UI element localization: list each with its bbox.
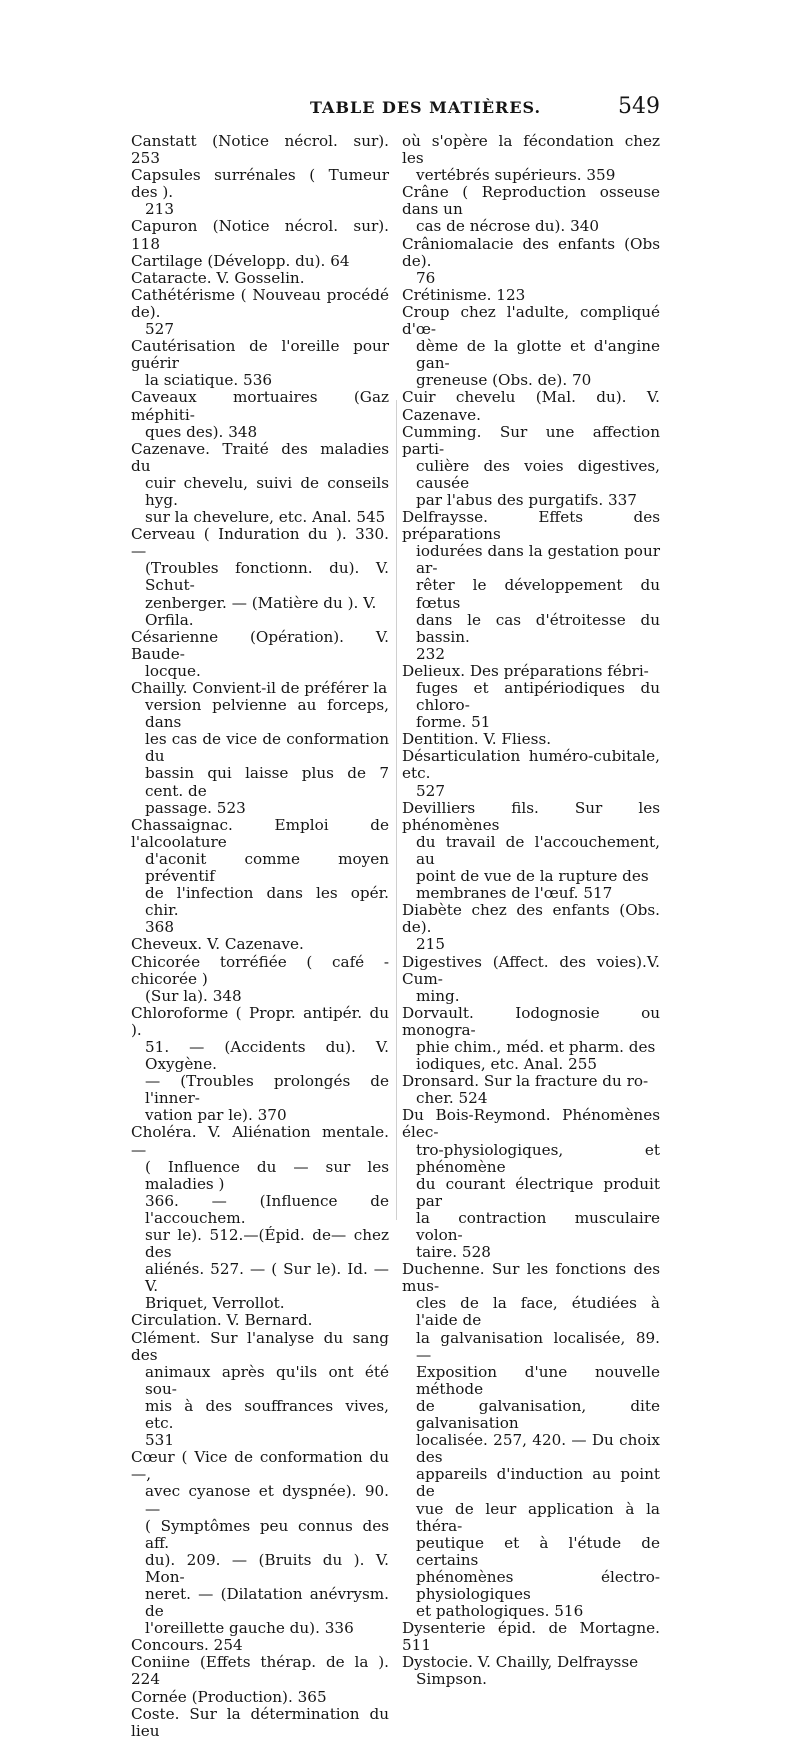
- index-entry: [402, 800, 660, 903]
- index-entry: [402, 1073, 660, 1107]
- entry-line: Delieux. Des préparations fébri-: [402, 661, 649, 680]
- entry-line: la contraction musculaire volon-: [416, 1208, 660, 1244]
- entry-line: tro-physiologiques, et phénomène: [416, 1140, 660, 1176]
- entry-line: ming.: [416, 986, 460, 1005]
- index-entry: [402, 424, 660, 509]
- index-entry: [131, 1654, 389, 1688]
- index-entry: [402, 1005, 660, 1073]
- index-entry: [131, 389, 389, 440]
- entry-line: Canstatt (Notice nécrol. sur). 253: [131, 132, 389, 168]
- entry-line: localisée. 257, 420. — Du choix des: [416, 1431, 660, 1467]
- entry-line: Du Bois-Reymond. Phénomènes élec-: [402, 1106, 660, 1142]
- entry-line: version pelvienne au forceps, dans: [145, 696, 389, 732]
- entry-line: Simpson.: [416, 1670, 487, 1689]
- entry-line: point de vue de la rupture des: [416, 867, 649, 886]
- index-entry: [402, 1654, 660, 1688]
- entry-line: 76: [416, 268, 436, 287]
- entry-line: vation par le). 370: [145, 1106, 287, 1125]
- entry-line: Dorvault. Iodognosie ou monogra-: [402, 1003, 660, 1039]
- entry-line: Croup chez l'adulte, compliqué d'œ-: [402, 302, 660, 339]
- index-entry: [402, 133, 660, 184]
- entry-line: 531: [145, 1431, 174, 1450]
- entry-line: Coste. Sur la détermination du lieu: [131, 1704, 389, 1740]
- index-entry: [402, 287, 660, 304]
- entry-line: Dysenterie épid. de Mortagne. 511: [402, 1619, 660, 1655]
- entry-line: forme. 51: [416, 713, 491, 732]
- entry-line: Cœur ( Vice de conformation du—,: [131, 1448, 389, 1484]
- entry-line: cas de nécrose du). 340: [416, 217, 600, 236]
- index-entry: [402, 1620, 660, 1654]
- entry-line: locque.: [145, 661, 201, 680]
- entry-line: les cas de vice de conformation du: [145, 730, 389, 766]
- index-entry: [131, 680, 389, 817]
- index-entry: [131, 287, 389, 338]
- index-entry: [131, 1330, 389, 1450]
- index-entry: [131, 1124, 389, 1312]
- index-entry: [402, 509, 660, 663]
- entry-line: phie chim., méd. et pharm. des: [416, 1037, 656, 1056]
- index-entry: [131, 936, 389, 953]
- entry-line: — (Troubles prolongés de l'inner-: [145, 1072, 389, 1108]
- entry-line: cher. 524: [416, 1089, 488, 1108]
- index-entry: [402, 389, 660, 423]
- entry-line: du). 209. — (Bruits du ). V. Mon-: [145, 1550, 389, 1586]
- entry-line: du travail de l'accouchement, au: [416, 832, 660, 868]
- entry-line: Césarienne (Opération). V. Baude-: [131, 627, 389, 663]
- entry-line: Cumming. Sur une affection parti-: [402, 422, 660, 458]
- entry-line: Chloroforme ( Propr. antipér. du ).: [131, 1003, 389, 1039]
- entry-line: d'aconit comme moyen préventif: [145, 849, 389, 886]
- entry-line: Chicorée torréfiée ( café - chicorée ): [131, 952, 389, 988]
- index-entry: [131, 441, 389, 526]
- entry-line: Chassaignac. Emploi de l'alcoolature: [131, 815, 389, 851]
- page-number: 549: [618, 94, 660, 119]
- entry-line: par l'abus des purgatifs. 337: [416, 490, 637, 509]
- index-entry: [131, 167, 389, 218]
- entry-line: bassin qui laisse plus de 7 cent. de: [145, 764, 389, 800]
- entry-line: 213: [145, 200, 174, 219]
- index-entry: [131, 1449, 389, 1637]
- entry-line: Cornée (Production). 365: [131, 1687, 327, 1706]
- entry-line: Cazenave. Traité des maladies du: [131, 439, 389, 475]
- entry-line: la galvanisation localisée, 89. —: [416, 1328, 660, 1364]
- index-entry: [402, 1107, 660, 1261]
- entry-line: de galvanisation, dite galvanisation: [416, 1396, 660, 1433]
- entry-line: Dystocie. V. Chailly, Delfraysse: [402, 1653, 639, 1672]
- entry-line: Crétinisme. 123: [402, 285, 526, 304]
- entry-line: Cautérisation de l'oreille pour guérir: [131, 337, 389, 373]
- entry-line: où s'opère la fécondation chez les: [402, 132, 660, 168]
- entry-line: Circulation. V. Bernard.: [131, 1311, 313, 1330]
- entry-line: et pathologiques. 516: [416, 1602, 584, 1621]
- entry-line: Cuir chevelu (Mal. du). V. Cazenave.: [402, 388, 660, 424]
- entry-line: 215: [416, 935, 445, 954]
- entry-line: Crâne ( Reproduction osseuse dans un: [402, 183, 660, 219]
- index-entry: [131, 817, 389, 937]
- left-column: [131, 133, 389, 1740]
- index-entry: [402, 902, 660, 953]
- index-entry: [131, 954, 389, 1005]
- index-entry: [131, 1637, 389, 1654]
- entry-line: Orfila.: [145, 610, 194, 629]
- entry-line: 527: [145, 320, 174, 339]
- entry-line: Cataracte. V. Gosselin.: [131, 268, 305, 287]
- entry-line: aliénés. 527. — ( Sur le). Id. — V.: [145, 1260, 389, 1296]
- entry-line: animaux après qu'ils ont été sou-: [145, 1362, 389, 1398]
- entry-line: appareils d'induction au point de: [416, 1465, 660, 1501]
- entry-line: rêter le développement du fœtus: [416, 576, 660, 612]
- entry-line: 366. — (Influence de l'accouchem.: [145, 1191, 389, 1227]
- entry-line: Dentition. V. Fliess.: [402, 730, 552, 749]
- entry-line: Chailly. Convient-il de préférer la: [131, 679, 388, 697]
- entry-line: de l'infection dans les opér. chir.: [145, 884, 389, 920]
- entry-line: 232: [416, 644, 445, 663]
- entry-line: (Sur la). 348: [145, 986, 242, 1005]
- index-entry: [131, 270, 389, 287]
- entry-line: Exposition d'une nouvelle méthode: [416, 1362, 660, 1398]
- entry-line: Cartilage (Développ. du). 64: [131, 251, 350, 270]
- index-entry: [131, 526, 389, 629]
- entry-line: sur le). 512.—(Épid. de— chez des: [145, 1226, 389, 1262]
- entry-line: iodiques, etc. Anal. 255: [416, 1055, 598, 1074]
- entry-line: zenberger. — (Matière du ). V.: [145, 593, 377, 612]
- index-entry: [131, 253, 389, 270]
- index-entry: [131, 338, 389, 389]
- index-entry: [402, 663, 660, 731]
- entry-line: (Troubles fonctionn. du). V. Schut-: [145, 559, 389, 595]
- page-header: [130, 94, 660, 124]
- entry-line: mis à des souffrances vives, etc.: [145, 1396, 389, 1433]
- entry-line: Devilliers fils. Sur les phénomènes: [402, 798, 660, 834]
- index-entry: [131, 1312, 389, 1329]
- index-entry: [402, 954, 660, 1005]
- entry-line: 527: [416, 781, 445, 800]
- entry-line: Duchenne. Sur les fonctions des mus-: [402, 1260, 660, 1296]
- entry-line: Briquet, Verrollot.: [145, 1294, 285, 1313]
- index-entry: [402, 184, 660, 235]
- index-entry: [402, 1261, 660, 1620]
- entry-line: vertébrés supérieurs. 359: [416, 166, 616, 185]
- entry-line: Concours. 254: [131, 1636, 243, 1655]
- entry-line: dans le cas d'étroitesse du bassin.: [416, 610, 660, 646]
- entry-line: Cathétérisme ( Nouveau procédé de).: [131, 285, 389, 321]
- index-entry: [402, 748, 660, 799]
- entry-line: avec cyanose et dyspnée). 90. —: [145, 1482, 389, 1518]
- entry-line: culière des voies digestives, causée: [416, 456, 660, 492]
- index-entry: [131, 218, 389, 252]
- index-entry: [402, 304, 660, 389]
- entry-line: l'oreillette gauche du). 336: [145, 1619, 354, 1638]
- entry-line: Diabète chez des enfants (Obs. de).: [402, 901, 660, 937]
- column-divider: [396, 400, 397, 1220]
- entry-line: Caveaux mortuaires (Gaz méphiti-: [131, 388, 389, 424]
- entry-line: ques des). 348: [145, 422, 258, 441]
- index-entry: [402, 731, 660, 748]
- entry-line: membranes de l'œuf. 517: [416, 884, 613, 903]
- entry-line: greneuse (Obs. de). 70: [416, 371, 592, 390]
- entry-line: ( Symptômes peu connus des aff.: [145, 1516, 389, 1552]
- index-entry: [131, 133, 389, 167]
- entry-line: 51. — (Accidents du). V. Oxygène.: [145, 1037, 389, 1074]
- entry-line: taire. 528: [416, 1243, 491, 1262]
- index-entry: [131, 629, 389, 680]
- entry-line: Désarticulation huméro-cubitale, etc.: [402, 747, 660, 783]
- entry-line: Clément. Sur l'analyse du sang des: [131, 1328, 389, 1364]
- entry-line: du courant électrique produit par: [416, 1174, 660, 1210]
- entry-line: Dronsard. Sur la fracture du ro-: [402, 1072, 649, 1091]
- entry-line: cuir chevelu, suivi de conseils hyg.: [145, 473, 389, 509]
- right-column: [402, 133, 660, 1689]
- entry-line: Digestives (Affect. des voies).V. Cum-: [402, 952, 660, 988]
- entry-line: cles de la face, étudiées à l'aide de: [416, 1294, 660, 1330]
- entry-line: Cerveau ( Induration du ). 330. —: [131, 525, 389, 561]
- entry-line: Capsules surrénales ( Tumeur des ).: [131, 166, 389, 202]
- entry-line: passage. 523: [145, 798, 246, 817]
- entry-line: Choléra. V. Aliénation mentale. —: [131, 1123, 389, 1159]
- entry-line: Coniine (Effets thérap. de la ). 224: [131, 1653, 389, 1689]
- entry-line: phénomènes électro-physiologiques: [416, 1567, 660, 1603]
- index-entry: [131, 1706, 389, 1740]
- entry-line: fuges et antipériodiques du chloro-: [416, 679, 660, 715]
- entry-line: ( Influence du — sur les maladies ): [145, 1157, 389, 1193]
- entry-line: Delfraysse. Effets des préparations: [402, 508, 660, 544]
- running-title: TABLE DES MATIÈRES.: [310, 98, 542, 117]
- entry-line: 368: [145, 918, 174, 937]
- entry-line: iodurées dans la gestation pour ar-: [416, 542, 660, 578]
- entry-line: neret. — (Dilatation anévrysm. de: [145, 1584, 389, 1621]
- entry-line: peutique et à l'étude de certains: [416, 1533, 660, 1569]
- entry-line: la sciatique. 536: [145, 371, 273, 390]
- entry-line: vue de leur application à la théra-: [416, 1499, 660, 1535]
- index-entry: [131, 1689, 389, 1706]
- index-entry: [402, 236, 660, 287]
- entry-line: Crâniomalacie des enfants (Obs de).: [402, 234, 660, 270]
- entry-line: sur la chevelure, etc. Anal. 545: [145, 508, 386, 527]
- entry-line: Capuron (Notice nécrol. sur). 118: [131, 217, 389, 253]
- entry-line: dème de la glotte et d'angine gan-: [416, 337, 660, 373]
- index-entry: [131, 1005, 389, 1125]
- entry-line: Cheveux. V. Cazenave.: [131, 935, 304, 954]
